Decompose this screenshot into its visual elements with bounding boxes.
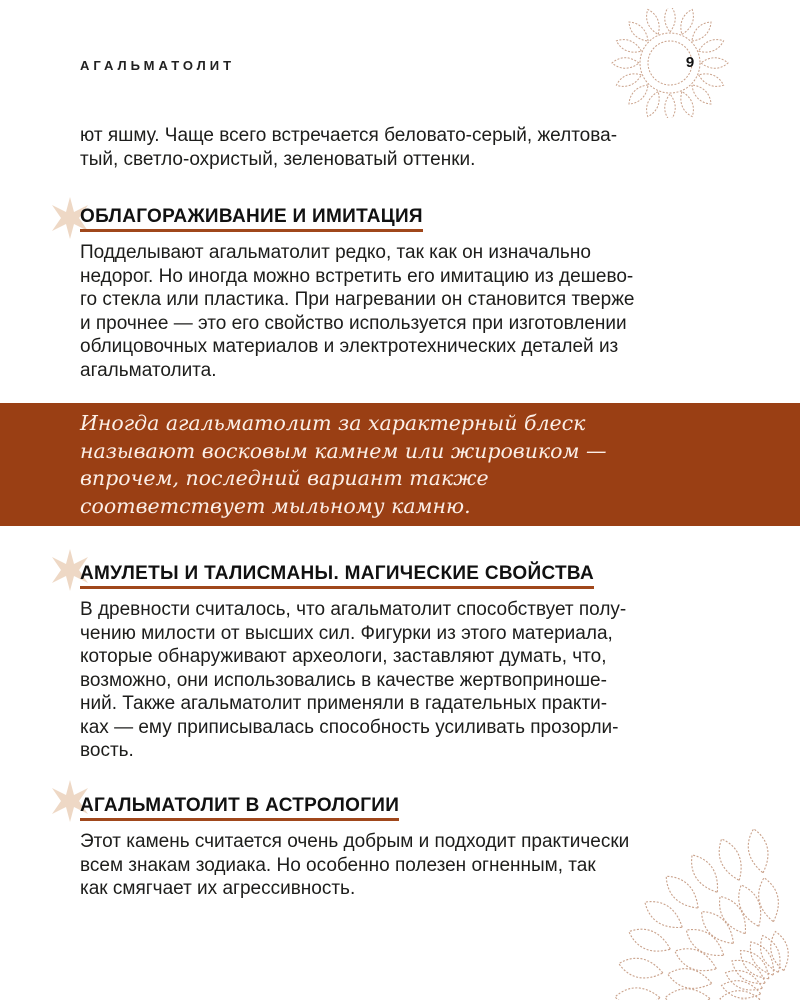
text-line: и прочнее — это его свойство используется при изготовлении — [80, 312, 627, 334]
text-line: ний. Также агальматолит применяли в гадательных практи- — [80, 693, 608, 714]
section-heading-amulets: АМУЛЕТЫ И ТАЛИСМАНЫ. МАГИЧЕСКИЕ СВОЙСТВА — [80, 563, 594, 589]
text-line: вость. — [80, 740, 134, 761]
text-line: чению милости от высших сил. Фигурки из этого материала, — [80, 622, 613, 644]
text-line: го стекла или пластика. При нагревании он становится тверже — [80, 289, 635, 310]
text-line: ках — ему приписывалась способность усиливать прозорли- — [80, 716, 619, 738]
section-paragraph-amulets — [80, 598, 720, 763]
running-head: АГАЛЬМАТОЛИТ — [80, 58, 236, 73]
intro-paragraph — [80, 124, 720, 171]
text-line: тый, светло-охристый, зеленоватый оттенки. — [80, 148, 476, 170]
quote-line: называют восковым камнем или жировиком — — [80, 438, 607, 463]
text-line: Этот камень считается очень добрым и подходит практически — [80, 831, 630, 852]
text-line: всем знакам зодиака. Но особенно полезен огненным, так — [80, 854, 596, 876]
quote-line: Иногда агальматолит за характерный блеск — [80, 411, 586, 435]
quote-line: впрочем, последний вариант также — [80, 466, 489, 490]
section-heading-imitation: ОБЛАГОРАЖИВАНИЕ И ИМИТАЦИЯ — [80, 206, 423, 232]
ornament-bottom-icon — [590, 800, 800, 1000]
text-line: агальматолита. — [80, 359, 217, 381]
text-line: возможно, они использовались в качестве жертвоприноше- — [80, 669, 607, 691]
text-line: которые обнаруживают археологи, заставляют думать, что, — [80, 646, 607, 667]
page-number: 9 — [685, 54, 695, 71]
text-line: Подделывают агальматолит редко, так как он изначально — [80, 242, 591, 263]
pull-quote — [80, 410, 780, 520]
text-line: В древности считалось, что агальматолит способствует полу- — [80, 599, 627, 620]
section-heading-astrology: АГАЛЬМАТОЛИТ В АСТРОЛОГИИ — [80, 795, 399, 821]
section-paragraph-imitation — [80, 241, 720, 382]
text-line: как смягчает их агрессивность. — [80, 878, 356, 899]
text-line: ют яшму. Чаще всего встречается беловато-серый, желтова- — [80, 125, 618, 146]
quote-line: соответствует мыльному камню. — [80, 493, 471, 518]
text-line: недорог. Но иногда можно встретить его имитацию из дешево- — [80, 265, 634, 287]
text-line: облицовочных материалов и электротехнических деталей из — [80, 336, 619, 357]
